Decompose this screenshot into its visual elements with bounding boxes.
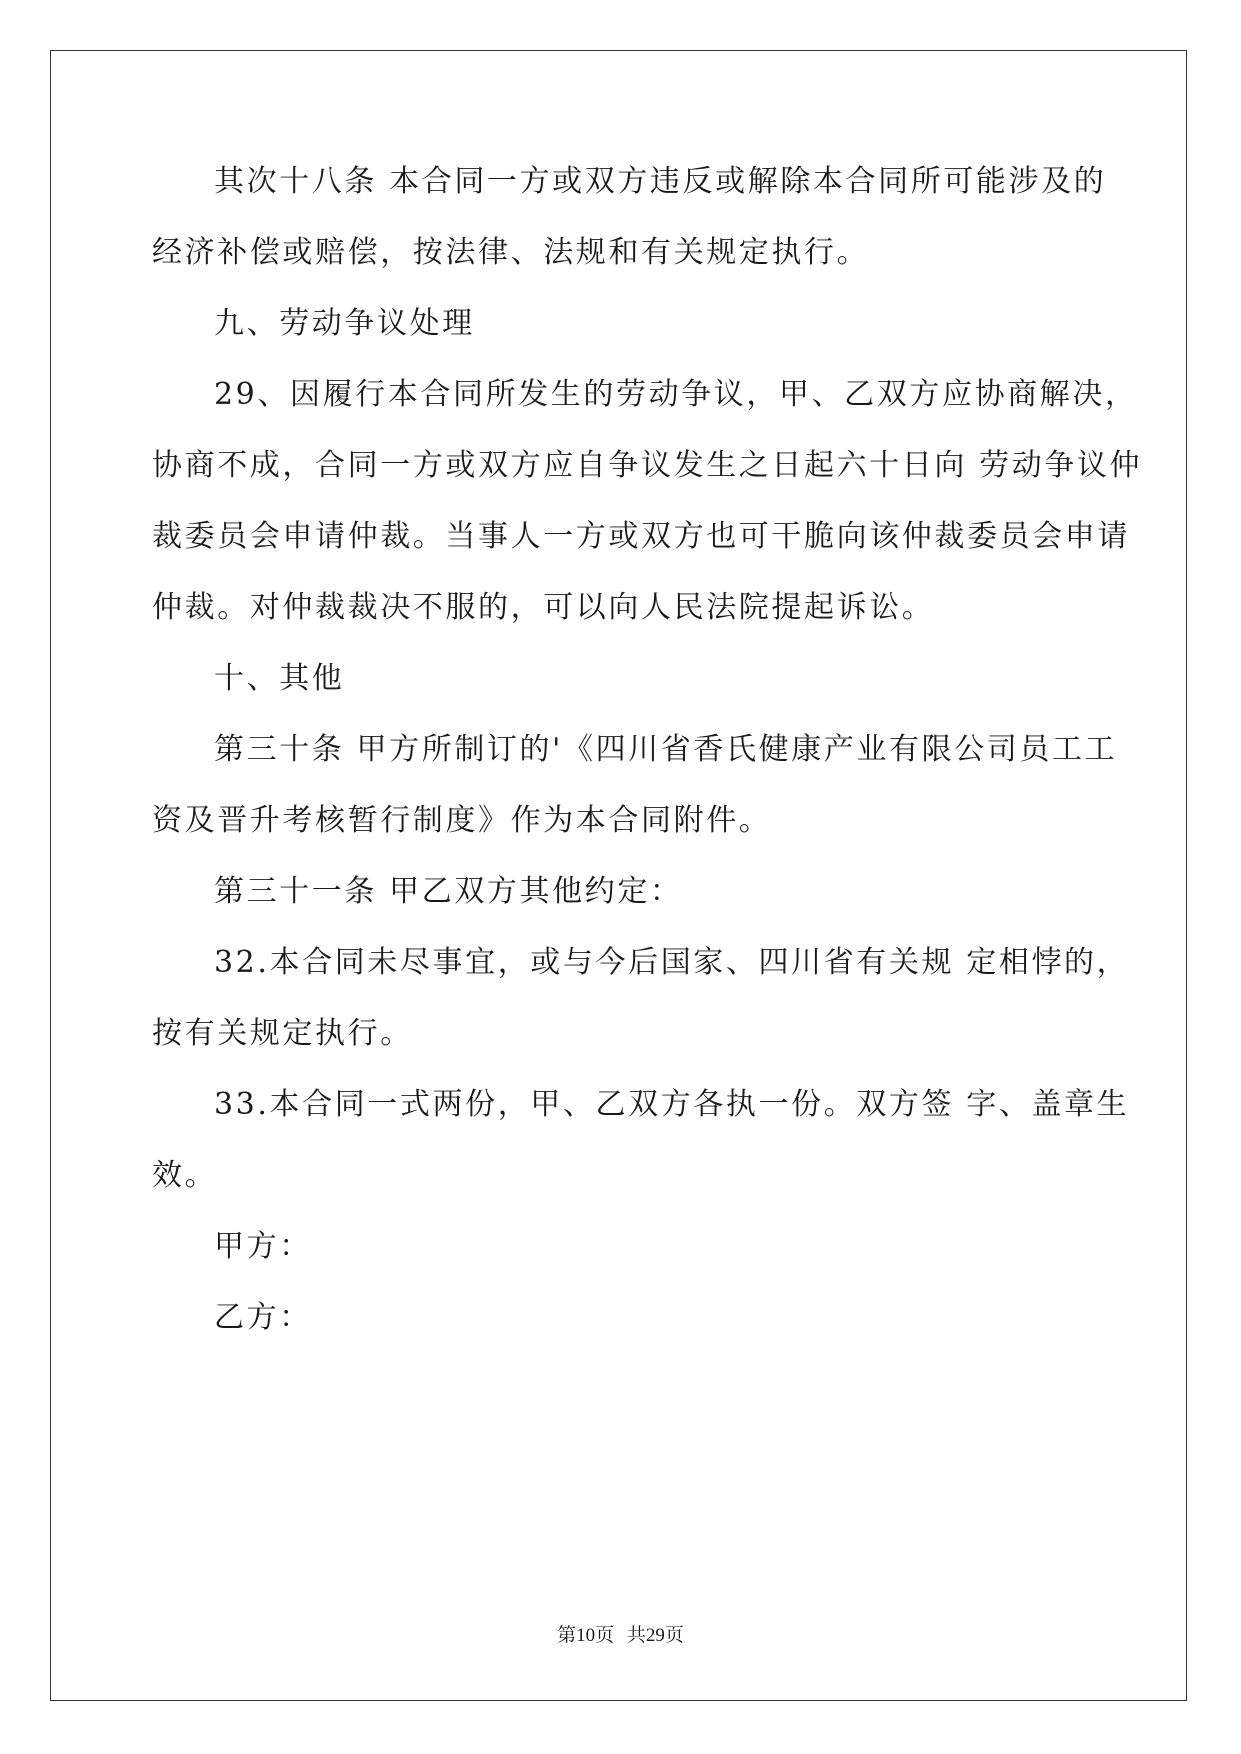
- paragraph-article-30-line-1: 第三十条 甲方所制订的'《四川省香氏健康产业有限公司员工工: [214, 732, 1118, 767]
- paragraph-29-line-4: 仲裁。对仲裁裁决不服的，可以向人民法院提起诉讼。: [152, 590, 935, 625]
- page-footer: [0, 1620, 1241, 1647]
- paragraph-article-31: 第三十一条 甲乙双方其他约定：: [214, 874, 683, 909]
- section-heading-other: 十、其他: [214, 661, 345, 696]
- page-number: 第10页: [557, 1625, 615, 1646]
- paragraph-33-line-2: 效。: [152, 1158, 218, 1193]
- paragraph-article-30-line-2: 资及晋升考核暂行制度》作为本合同附件。: [152, 803, 772, 838]
- paragraph-article-18-line-2: 经济补偿或赔偿，按法律、法规和有关规定执行。: [152, 235, 870, 270]
- section-heading-labor-dispute: 九、劳动争议处理: [214, 306, 475, 341]
- paragraph-32-line-2: 按有关规定执行。: [152, 1016, 413, 1051]
- paragraph-29-line-2: 协商不成，合同一方或双方应自争议发生之日起六十日向 劳动争议仲: [152, 448, 1143, 483]
- total-pages: 共29页: [626, 1625, 684, 1646]
- paragraph-29-line-1: 29、因履行本合同所发生的劳动争议，甲、乙双方应协商解决，: [214, 377, 1138, 412]
- party-a-signature-label: 甲方：: [214, 1229, 312, 1264]
- paragraph-29-line-3: 裁委员会申请仲裁。当事人一方或双方也可干脆向该仲裁委员会申请: [152, 519, 1130, 554]
- paragraph-33-line-1: 33.本合同一式两份，甲、乙双方各执一份。双方签 字、盖章生: [214, 1087, 1130, 1122]
- paragraph-32-line-1: 32.本合同未尽事宜，或与今后国家、四川省有关规 定相悖的，: [214, 945, 1130, 980]
- party-b-signature-label: 乙方：: [214, 1300, 312, 1335]
- paragraph-article-18-line-1: 其次十八条 本合同一方或双方违反或解除本合同所可能涉及的: [214, 164, 1107, 199]
